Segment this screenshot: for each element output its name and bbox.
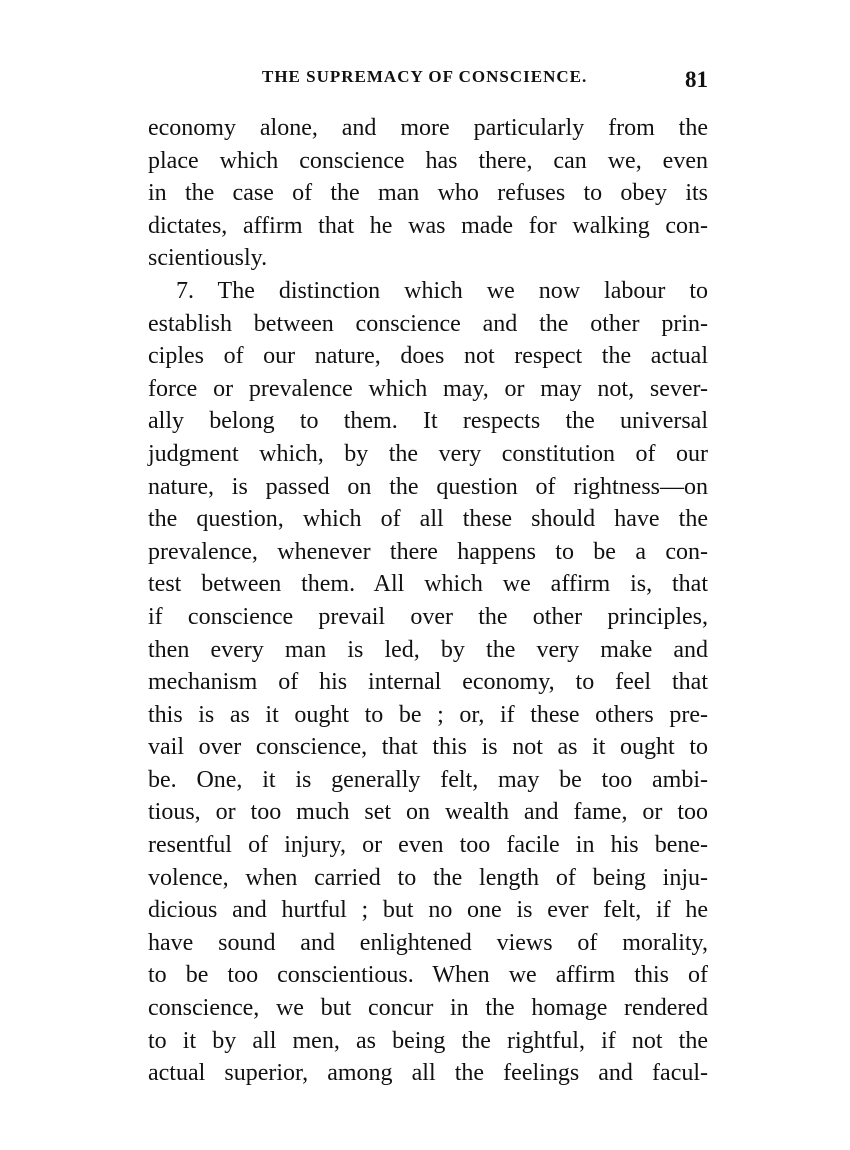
text-line: economy alone, and more particularly from the bbox=[148, 115, 708, 141]
text-line: ally belong to them. It respects the universal bbox=[148, 408, 708, 435]
text-line: actual superior, among all the feelings and facul- bbox=[148, 1060, 708, 1087]
text-line: place which conscience has there, can we, even bbox=[148, 147, 708, 174]
text-line: this is as it ought to be ; or, if these others pre- bbox=[148, 701, 708, 728]
text-line: vail over conscience, that this is not as it ought to bbox=[148, 734, 708, 761]
text-line: conscience, we but concur in the homage rendered bbox=[148, 995, 708, 1022]
text-line: test between them. All which we affirm is, that bbox=[148, 571, 708, 598]
text-line: establish between conscience and the other prin- bbox=[148, 310, 708, 337]
text-line: tious, or too much set on wealth and fame, or too bbox=[148, 799, 708, 826]
text-line: be. One, it is generally felt, may be too ambi- bbox=[148, 766, 708, 793]
body-text bbox=[148, 112, 708, 1090]
text-line: to be too conscientious. When we affirm this of bbox=[148, 962, 708, 989]
text-line: volence, when carried to the length of being inju- bbox=[148, 864, 708, 891]
running-title: THE SUPREMACY OF CONSCIENCE. bbox=[262, 67, 588, 86]
text-line: if conscience prevail over the other principles, bbox=[148, 603, 708, 630]
text-line: scientiously. bbox=[148, 245, 268, 272]
text-line: judgment which, by the very constitution of our bbox=[148, 440, 708, 467]
running-head bbox=[148, 66, 708, 96]
text-line: nature, is passed on the question of rightness—on bbox=[148, 473, 708, 500]
page-number: 81 bbox=[685, 67, 708, 92]
text-line: the question, which of all these should have the bbox=[148, 506, 708, 533]
text-line: ciples of our nature, does not respect the actual bbox=[148, 343, 708, 370]
text-line: have sound and enlightened views of morality, bbox=[148, 929, 708, 956]
text-line: dictates, affirm that he was made for walking con- bbox=[148, 212, 708, 239]
text-line: to it by all men, as being the rightful, if not the bbox=[148, 1027, 708, 1054]
text-line: resentful of injury, or even too facile in his bene- bbox=[148, 832, 708, 859]
text-line: in the case of the man who refuses to obey its bbox=[148, 180, 708, 207]
paragraph-start-line: 7. The distinction which we now labour to bbox=[176, 277, 708, 304]
text-line: prevalence, whenever there happens to be a con- bbox=[148, 538, 708, 565]
text-line: mechanism of his internal economy, to feel that bbox=[148, 669, 708, 696]
text-line: force or prevalence which may, or may not, sever- bbox=[148, 375, 708, 402]
text-line: dicious and hurtful ; but no one is ever felt, if he bbox=[148, 897, 708, 924]
text-line: then every man is led, by the very make and bbox=[148, 636, 708, 663]
